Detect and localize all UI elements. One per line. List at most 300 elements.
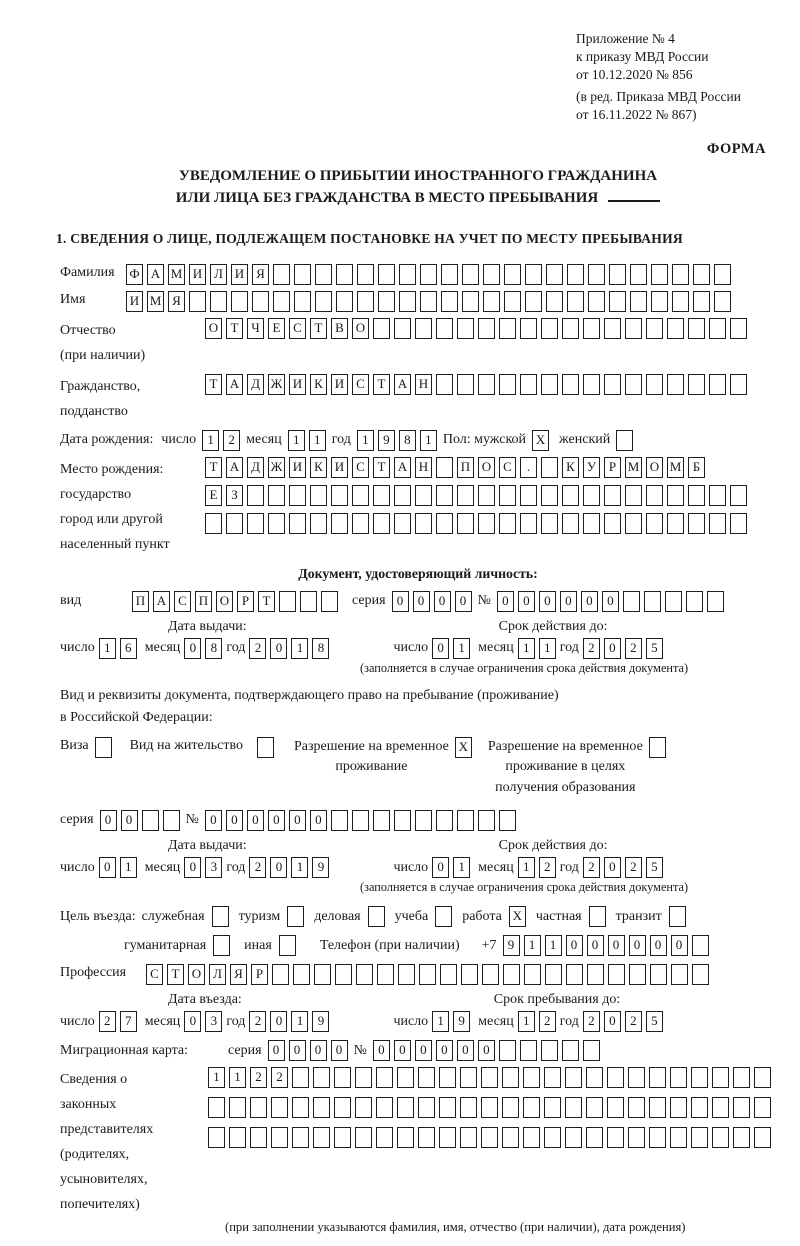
form-cell[interactable]: О: [188, 964, 205, 985]
form-cell[interactable]: [499, 513, 516, 534]
form-cell[interactable]: [628, 1097, 645, 1118]
form-cell[interactable]: [651, 264, 668, 285]
form-cell[interactable]: [315, 291, 332, 312]
form-cell[interactable]: [273, 291, 290, 312]
form-cell[interactable]: [583, 318, 600, 339]
form-cell[interactable]: [334, 1067, 351, 1088]
form-cell[interactable]: 1: [518, 1011, 535, 1032]
form-cell[interactable]: [334, 1097, 351, 1118]
form-cell[interactable]: 0: [373, 1040, 390, 1061]
form-cell[interactable]: [630, 291, 647, 312]
form-cell[interactable]: И: [189, 264, 206, 285]
form-cell[interactable]: [397, 1127, 414, 1148]
form-cell[interactable]: [436, 810, 453, 831]
form-cell[interactable]: [478, 513, 495, 534]
form-cell[interactable]: [287, 906, 304, 927]
form-cell[interactable]: 0: [581, 591, 598, 612]
form-cell[interactable]: 0: [604, 857, 621, 878]
form-cell[interactable]: [607, 1097, 624, 1118]
form-cell[interactable]: [651, 291, 668, 312]
form-cell[interactable]: [418, 1127, 435, 1148]
form-cell[interactable]: С: [352, 374, 369, 395]
form-cell[interactable]: [292, 1067, 309, 1088]
form-cell[interactable]: [646, 485, 663, 506]
form-cell[interactable]: 0: [478, 1040, 495, 1061]
form-cell[interactable]: 2: [249, 857, 266, 878]
form-cell[interactable]: Е: [268, 318, 285, 339]
form-cell[interactable]: 0: [310, 1040, 327, 1061]
form-cell[interactable]: [693, 264, 710, 285]
form-cell[interactable]: [483, 291, 500, 312]
form-cell[interactable]: 0: [436, 1040, 453, 1061]
form-cell[interactable]: [313, 1097, 330, 1118]
form-cell[interactable]: М: [667, 457, 684, 478]
form-cell[interactable]: [436, 318, 453, 339]
form-cell[interactable]: [399, 291, 416, 312]
form-cell[interactable]: [691, 1067, 708, 1088]
form-cell[interactable]: 0: [604, 638, 621, 659]
form-cell[interactable]: [688, 513, 705, 534]
form-cell[interactable]: [712, 1067, 729, 1088]
form-cell[interactable]: [436, 485, 453, 506]
form-cell[interactable]: [630, 264, 647, 285]
form-cell[interactable]: 0: [497, 591, 514, 612]
form-cell[interactable]: [562, 485, 579, 506]
form-cell[interactable]: Р: [237, 591, 254, 612]
form-cell[interactable]: [331, 485, 348, 506]
form-cell[interactable]: Ж: [268, 457, 285, 478]
form-cell[interactable]: [247, 513, 264, 534]
form-cell[interactable]: 1: [288, 430, 305, 451]
form-cell[interactable]: [541, 485, 558, 506]
form-cell[interactable]: Д: [247, 457, 264, 478]
form-cell[interactable]: Я: [230, 964, 247, 985]
form-cell[interactable]: 0: [413, 591, 430, 612]
form-cell[interactable]: 0: [270, 1011, 287, 1032]
form-cell[interactable]: [435, 906, 452, 927]
form-cell[interactable]: 1: [309, 430, 326, 451]
form-cell[interactable]: [229, 1097, 246, 1118]
form-cell[interactable]: А: [394, 457, 411, 478]
form-cell[interactable]: [609, 291, 626, 312]
form-cell[interactable]: [583, 374, 600, 395]
form-cell[interactable]: 5: [646, 857, 663, 878]
form-cell[interactable]: [355, 1097, 372, 1118]
form-cell[interactable]: Д: [247, 374, 264, 395]
form-cell[interactable]: [441, 264, 458, 285]
form-cell[interactable]: [420, 264, 437, 285]
form-cell[interactable]: [415, 485, 432, 506]
form-cell[interactable]: [356, 964, 373, 985]
form-cell[interactable]: 2: [625, 857, 642, 878]
form-cell[interactable]: [544, 1097, 561, 1118]
form-cell[interactable]: [378, 291, 395, 312]
form-cell[interactable]: С: [352, 457, 369, 478]
form-cell[interactable]: [289, 513, 306, 534]
form-cell[interactable]: [440, 964, 457, 985]
form-cell[interactable]: [212, 906, 229, 927]
form-cell[interactable]: [272, 964, 289, 985]
form-cell[interactable]: [616, 430, 633, 451]
form-cell[interactable]: 9: [453, 1011, 470, 1032]
form-cell[interactable]: [567, 291, 584, 312]
form-cell[interactable]: 2: [583, 857, 600, 878]
form-cell[interactable]: Ж: [268, 374, 285, 395]
form-cell[interactable]: [355, 1067, 372, 1088]
form-cell[interactable]: 1: [420, 430, 437, 451]
form-cell[interactable]: [271, 1097, 288, 1118]
form-cell[interactable]: [279, 591, 296, 612]
form-cell[interactable]: [376, 1067, 393, 1088]
form-cell[interactable]: [357, 291, 374, 312]
form-cell[interactable]: Я: [168, 291, 185, 312]
form-cell[interactable]: [315, 264, 332, 285]
form-cell[interactable]: [399, 264, 416, 285]
form-cell[interactable]: [646, 318, 663, 339]
form-cell[interactable]: [520, 374, 537, 395]
form-cell[interactable]: 0: [650, 935, 667, 956]
form-cell[interactable]: [504, 291, 521, 312]
form-cell[interactable]: [397, 1067, 414, 1088]
form-cell[interactable]: [607, 1067, 624, 1088]
form-cell[interactable]: 1: [518, 638, 535, 659]
form-cell[interactable]: [565, 1127, 582, 1148]
form-cell[interactable]: [415, 318, 432, 339]
form-cell[interactable]: И: [289, 374, 306, 395]
form-cell[interactable]: К: [310, 457, 327, 478]
form-cell[interactable]: [420, 291, 437, 312]
form-cell[interactable]: [544, 1127, 561, 1148]
form-cell[interactable]: О: [205, 318, 222, 339]
form-cell[interactable]: В: [331, 318, 348, 339]
form-cell[interactable]: [583, 513, 600, 534]
form-cell[interactable]: [334, 1127, 351, 1148]
form-cell[interactable]: 2: [223, 430, 240, 451]
form-cell[interactable]: 0: [270, 857, 287, 878]
form-cell[interactable]: [394, 513, 411, 534]
form-cell[interactable]: 0: [457, 1040, 474, 1061]
form-cell[interactable]: И: [231, 264, 248, 285]
form-cell[interactable]: [730, 513, 747, 534]
form-cell[interactable]: [586, 1097, 603, 1118]
form-cell[interactable]: 0: [331, 1040, 348, 1061]
form-cell[interactable]: И: [331, 374, 348, 395]
form-cell[interactable]: И: [331, 457, 348, 478]
form-cell[interactable]: [257, 737, 274, 758]
form-cell[interactable]: [482, 964, 499, 985]
form-cell[interactable]: [649, 1127, 666, 1148]
form-cell[interactable]: [213, 935, 230, 956]
form-cell[interactable]: 0: [205, 810, 222, 831]
form-cell[interactable]: [707, 591, 724, 612]
form-cell[interactable]: [712, 1127, 729, 1148]
form-cell[interactable]: [250, 1127, 267, 1148]
form-cell[interactable]: [294, 291, 311, 312]
form-cell[interactable]: Б: [688, 457, 705, 478]
form-cell[interactable]: 5: [646, 1011, 663, 1032]
form-cell[interactable]: Ч: [247, 318, 264, 339]
form-cell[interactable]: [541, 374, 558, 395]
form-cell[interactable]: .: [520, 457, 537, 478]
form-cell[interactable]: [352, 513, 369, 534]
form-cell[interactable]: X: [532, 430, 549, 451]
form-cell[interactable]: [436, 513, 453, 534]
form-cell[interactable]: [644, 591, 661, 612]
form-cell[interactable]: [331, 513, 348, 534]
form-cell[interactable]: 2: [249, 1011, 266, 1032]
form-cell[interactable]: 6: [120, 638, 137, 659]
form-cell[interactable]: [587, 964, 604, 985]
form-cell[interactable]: [730, 374, 747, 395]
form-cell[interactable]: 1: [291, 1011, 308, 1032]
form-cell[interactable]: 2: [271, 1067, 288, 1088]
form-cell[interactable]: Н: [415, 374, 432, 395]
form-cell[interactable]: [670, 1097, 687, 1118]
form-cell[interactable]: [268, 485, 285, 506]
form-cell[interactable]: 2: [250, 1067, 267, 1088]
form-cell[interactable]: 3: [205, 1011, 222, 1032]
form-cell[interactable]: 2: [249, 638, 266, 659]
form-cell[interactable]: [499, 810, 516, 831]
form-cell[interactable]: 0: [539, 591, 556, 612]
form-cell[interactable]: [313, 1127, 330, 1148]
form-cell[interactable]: З: [226, 485, 243, 506]
form-cell[interactable]: 0: [608, 935, 625, 956]
form-cell[interactable]: 2: [99, 1011, 116, 1032]
form-cell[interactable]: [667, 485, 684, 506]
form-cell[interactable]: [733, 1127, 750, 1148]
form-cell[interactable]: [588, 264, 605, 285]
form-cell[interactable]: Ф: [126, 264, 143, 285]
form-cell[interactable]: [499, 374, 516, 395]
form-cell[interactable]: [504, 264, 521, 285]
form-cell[interactable]: [205, 513, 222, 534]
form-cell[interactable]: [691, 1127, 708, 1148]
form-cell[interactable]: [419, 964, 436, 985]
form-cell[interactable]: У: [583, 457, 600, 478]
form-cell[interactable]: 9: [378, 430, 395, 451]
form-cell[interactable]: [730, 318, 747, 339]
form-cell[interactable]: [478, 810, 495, 831]
form-cell[interactable]: [398, 964, 415, 985]
form-cell[interactable]: [373, 810, 390, 831]
form-cell[interactable]: [439, 1127, 456, 1148]
form-cell[interactable]: [376, 1097, 393, 1118]
form-cell[interactable]: [709, 374, 726, 395]
form-cell[interactable]: Т: [310, 318, 327, 339]
form-cell[interactable]: 1: [291, 857, 308, 878]
form-cell[interactable]: [310, 485, 327, 506]
form-cell[interactable]: [604, 513, 621, 534]
form-cell[interactable]: 7: [120, 1011, 137, 1032]
form-cell[interactable]: [583, 1040, 600, 1061]
form-cell[interactable]: М: [625, 457, 642, 478]
form-cell[interactable]: [439, 1067, 456, 1088]
form-cell[interactable]: С: [289, 318, 306, 339]
form-cell[interactable]: 1: [453, 857, 470, 878]
form-cell[interactable]: [294, 264, 311, 285]
form-cell[interactable]: [562, 513, 579, 534]
form-cell[interactable]: [292, 1127, 309, 1148]
form-cell[interactable]: Р: [251, 964, 268, 985]
form-cell[interactable]: [95, 737, 112, 758]
form-cell[interactable]: [628, 1067, 645, 1088]
form-cell[interactable]: 1: [120, 857, 137, 878]
form-cell[interactable]: [418, 1097, 435, 1118]
form-cell[interactable]: [604, 374, 621, 395]
form-cell[interactable]: 8: [312, 638, 329, 659]
form-cell[interactable]: И: [126, 291, 143, 312]
form-cell[interactable]: [335, 964, 352, 985]
form-cell[interactable]: 0: [566, 935, 583, 956]
form-cell[interactable]: Л: [210, 264, 227, 285]
form-cell[interactable]: [292, 1097, 309, 1118]
form-cell[interactable]: О: [646, 457, 663, 478]
form-cell[interactable]: [754, 1127, 771, 1148]
form-cell[interactable]: [415, 513, 432, 534]
form-cell[interactable]: 0: [394, 1040, 411, 1061]
form-cell[interactable]: [142, 810, 159, 831]
form-cell[interactable]: [669, 906, 686, 927]
form-cell[interactable]: [524, 964, 541, 985]
form-cell[interactable]: [646, 513, 663, 534]
form-cell[interactable]: [625, 513, 642, 534]
form-cell[interactable]: Т: [258, 591, 275, 612]
form-cell[interactable]: [226, 513, 243, 534]
form-cell[interactable]: [665, 591, 682, 612]
form-cell[interactable]: [670, 1127, 687, 1148]
form-cell[interactable]: О: [216, 591, 233, 612]
form-cell[interactable]: [709, 513, 726, 534]
form-cell[interactable]: [523, 1067, 540, 1088]
form-cell[interactable]: 8: [205, 638, 222, 659]
form-cell[interactable]: [566, 964, 583, 985]
form-cell[interactable]: [279, 935, 296, 956]
form-cell[interactable]: [546, 264, 563, 285]
form-cell[interactable]: М: [147, 291, 164, 312]
form-cell[interactable]: [671, 964, 688, 985]
form-cell[interactable]: [231, 291, 248, 312]
form-cell[interactable]: [686, 591, 703, 612]
form-cell[interactable]: 0: [247, 810, 264, 831]
form-cell[interactable]: [628, 1127, 645, 1148]
form-cell[interactable]: А: [153, 591, 170, 612]
form-cell[interactable]: А: [394, 374, 411, 395]
form-cell[interactable]: [483, 264, 500, 285]
form-cell[interactable]: [210, 291, 227, 312]
form-cell[interactable]: [378, 264, 395, 285]
form-cell[interactable]: [377, 964, 394, 985]
form-cell[interactable]: 0: [560, 591, 577, 612]
form-cell[interactable]: [712, 1097, 729, 1118]
form-cell[interactable]: 0: [310, 810, 327, 831]
form-cell[interactable]: [189, 291, 206, 312]
form-cell[interactable]: [252, 291, 269, 312]
form-cell[interactable]: П: [132, 591, 149, 612]
form-cell[interactable]: [709, 485, 726, 506]
form-cell[interactable]: 0: [268, 810, 285, 831]
form-cell[interactable]: [649, 737, 666, 758]
form-cell[interactable]: Т: [373, 457, 390, 478]
form-cell[interactable]: 2: [583, 638, 600, 659]
form-cell[interactable]: 1: [291, 638, 308, 659]
form-cell[interactable]: 8: [399, 430, 416, 451]
form-cell[interactable]: [499, 1040, 516, 1061]
form-cell[interactable]: [394, 318, 411, 339]
form-cell[interactable]: [373, 513, 390, 534]
form-cell[interactable]: К: [562, 457, 579, 478]
form-cell[interactable]: [562, 318, 579, 339]
form-cell[interactable]: [502, 1097, 519, 1118]
form-cell[interactable]: [418, 1067, 435, 1088]
form-cell[interactable]: [310, 513, 327, 534]
form-cell[interactable]: [502, 1127, 519, 1148]
form-cell[interactable]: [313, 1067, 330, 1088]
form-cell[interactable]: [667, 318, 684, 339]
form-cell[interactable]: [461, 964, 478, 985]
form-cell[interactable]: [457, 513, 474, 534]
form-cell[interactable]: 0: [392, 591, 409, 612]
form-cell[interactable]: 9: [312, 1011, 329, 1032]
form-cell[interactable]: 3: [205, 857, 222, 878]
form-cell[interactable]: [649, 1067, 666, 1088]
form-cell[interactable]: [289, 485, 306, 506]
form-cell[interactable]: [754, 1097, 771, 1118]
form-cell[interactable]: [588, 291, 605, 312]
form-cell[interactable]: [457, 810, 474, 831]
form-cell[interactable]: [672, 264, 689, 285]
form-cell[interactable]: [457, 318, 474, 339]
form-cell[interactable]: [544, 1067, 561, 1088]
form-cell[interactable]: [273, 264, 290, 285]
form-cell[interactable]: [293, 964, 310, 985]
form-cell[interactable]: [567, 264, 584, 285]
form-cell[interactable]: 1: [518, 857, 535, 878]
form-cell[interactable]: [520, 485, 537, 506]
form-cell[interactable]: О: [352, 318, 369, 339]
form-cell[interactable]: [208, 1097, 225, 1118]
form-cell[interactable]: 0: [268, 1040, 285, 1061]
form-cell[interactable]: [481, 1067, 498, 1088]
form-cell[interactable]: [436, 457, 453, 478]
form-cell[interactable]: 0: [629, 935, 646, 956]
form-cell[interactable]: 0: [99, 857, 116, 878]
form-cell[interactable]: Н: [415, 457, 432, 478]
form-cell[interactable]: [546, 291, 563, 312]
form-cell[interactable]: [250, 1097, 267, 1118]
form-cell[interactable]: 0: [289, 1040, 306, 1061]
form-cell[interactable]: [625, 374, 642, 395]
form-cell[interactable]: [586, 1127, 603, 1148]
form-cell[interactable]: [460, 1127, 477, 1148]
form-cell[interactable]: [672, 291, 689, 312]
form-cell[interactable]: [520, 1040, 537, 1061]
form-cell[interactable]: [394, 810, 411, 831]
form-cell[interactable]: [499, 485, 516, 506]
form-cell[interactable]: Т: [205, 457, 222, 478]
form-cell[interactable]: [314, 964, 331, 985]
form-cell[interactable]: 1: [545, 935, 562, 956]
form-cell[interactable]: [565, 1067, 582, 1088]
form-cell[interactable]: [478, 374, 495, 395]
form-cell[interactable]: [541, 1040, 558, 1061]
form-cell[interactable]: [693, 291, 710, 312]
form-cell[interactable]: [692, 935, 709, 956]
form-cell[interactable]: 1: [539, 638, 556, 659]
form-cell[interactable]: [714, 291, 731, 312]
form-cell[interactable]: 1: [229, 1067, 246, 1088]
form-cell[interactable]: [625, 485, 642, 506]
